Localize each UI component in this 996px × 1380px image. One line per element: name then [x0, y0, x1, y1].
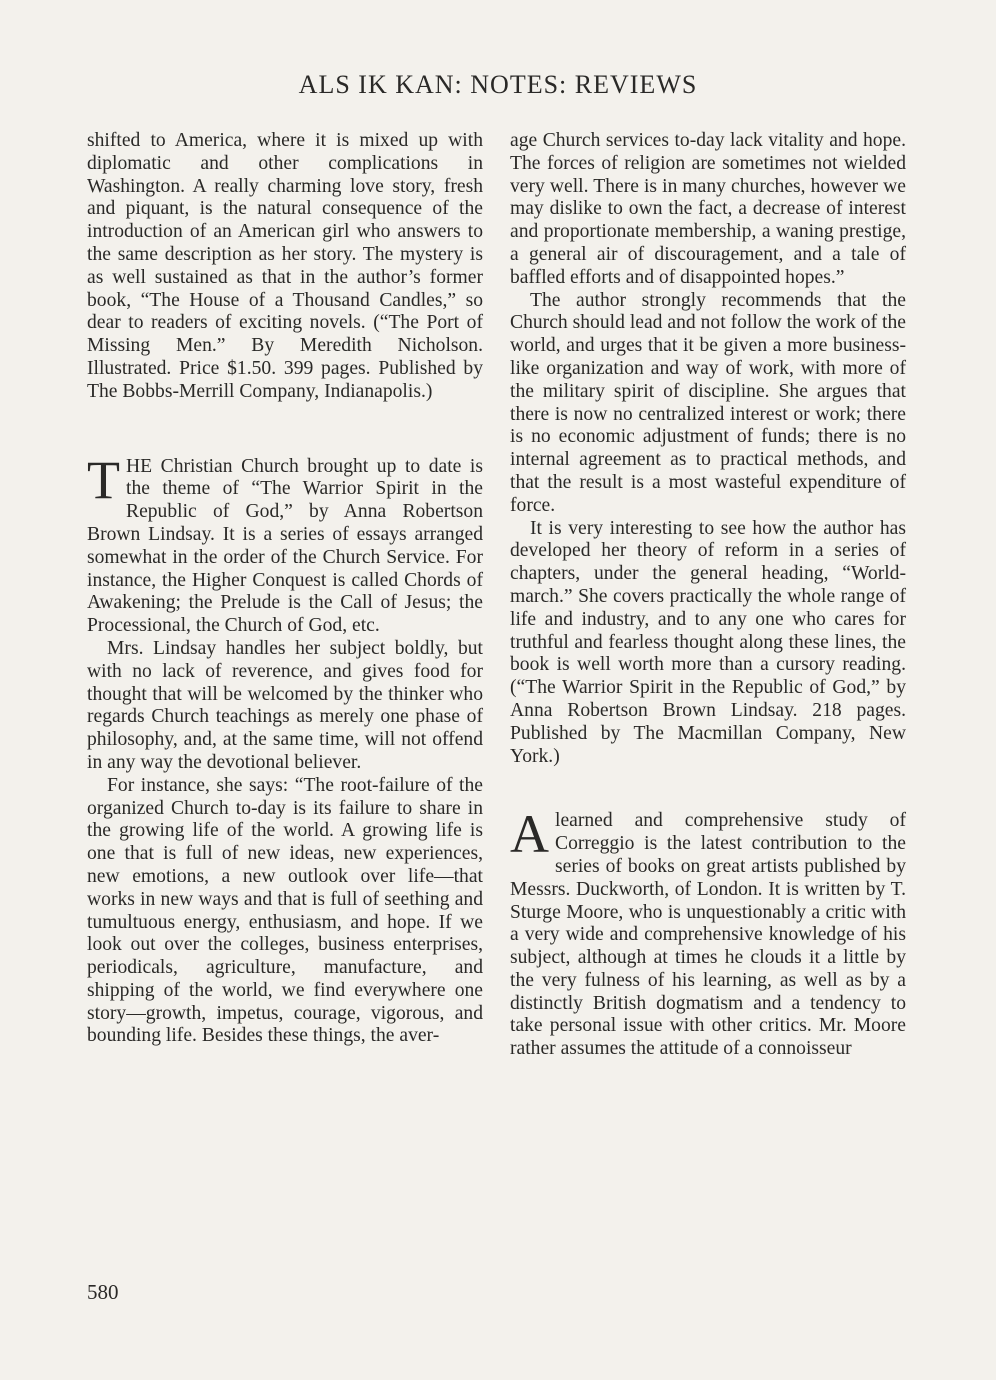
drop-cap-t: T [87, 449, 120, 510]
page-header: ALS IK KAN: NOTES: REVIEWS [298, 70, 698, 99]
paragraph-author-recommends: The author strongly recommends that the Church should lead and not follow the work of the world, and urges that it be given a more business-like organization and way of work, with more of the military spirit of discipline. She argues that there is now no centralized interest or work; there is no economic adjustment of funds; there is no internal agreement as to practical methods, and that the result is a most wasteful expenditure of force. [510, 289, 906, 516]
paragraph-text: learned and comprehensive study of Correggio is the latest contribution to the series of books on great artists published by Messrs. Duckworth, of London. It is written by T. Sturge Moore, who is unquestionably a critic with a very wide and comprehensive knowledge of his subject, although at times he clouds it a little by the very fulness of his learning, as well as by a distinctly British dogmatism and a tendency to take personal issue with other critics. Mr. Moore rather assumes the attitude of a connoisseur [510, 810, 906, 1060]
right-column [510, 130, 906, 1061]
paragraph-text: HE Christian Church brought up to date is the theme of “The Warrior Spirit in the Republic of God,” by Anna Robertson Brown Lindsay. It is a series of essays arranged somewhat in the order of the Church Service. For instance, the Higher Conquest is called Chords of Awakening; the Prelude is the Call of Jesus; the Processional, the Church of God, etc. [87, 455, 483, 637]
paragraph-lindsay-handles: Mrs. Lindsay handles her subject boldly, but with no lack of reverence, and gives food for thought that will be welcomed by the thinker who regards Church teachings as merely one phase of philosophy, and, at the same time, will not offend in any way the devotional believer. [87, 637, 483, 773]
drop-cap-a: A [510, 804, 549, 865]
page-number: 580 [87, 1280, 119, 1304]
paragraph-warrior-spirit-intro [87, 449, 483, 638]
paragraph-port-of-missing-men: shifted to America, where it is mixed up with diplomatic and other complications in Washington. A really charming love story, fresh and piquant, is the natural consequence of the introduction of an American girl who answers to the same description as her story. The mystery is as well sustained as that in the author’s former book, “The House of a Thousand Candles,” so dear to readers of exciting novels. (“The Port of Missing Men.” By Meredith Nicholson. Illustrated. Price $1.50. 399 pages. Published by The Bobbs-Merrill Company, Indianapolis.) [87, 130, 483, 402]
paragraph-church-services: age Church services to-day lack vitality and hope. The forces of religion are sometimes not wielded very well. There is in many churches, however we may dislike to own the fact, a decrease of interest and proportionate membership, a waning prestige, a general air of discouragement, and a tale of baffled efforts and of disappointed hopes.” [510, 130, 906, 288]
paragraph-world-march: It is very interesting to see how the author has developed her theory of reform in a series of chapters, under the general heading, “World-march.” She covers practically the whole range of life and industry, and to any one who cares for truthful and fearless thought along these lines, the book is well worth more than a cursory reading. (“The Warrior Spirit in the Republic of God,” by Anna Robertson Brown Lindsay. 218 pages. Published by The Macmillan Company, New York.) [510, 517, 906, 767]
left-column [87, 130, 483, 1048]
paragraph-root-failure: For instance, she says: “The root-failure of the organized Church to-day is its failure to share in the growing life of the world. A growing life is one that is full of new ideas, new experiences, new emotions, a new outlook over life—that works in new ways and that is full of seething and tumultuous energy, enthusiasm, and hope. If we look out over the colleges, business enterprises, periodicals, agriculture, manufacture, and shipping of the world, we find everywhere one story—growth, impetus, courage, vigorous, and bounding life. Besides these things, the aver- [87, 774, 483, 1047]
paragraph-correggio [510, 804, 906, 1061]
